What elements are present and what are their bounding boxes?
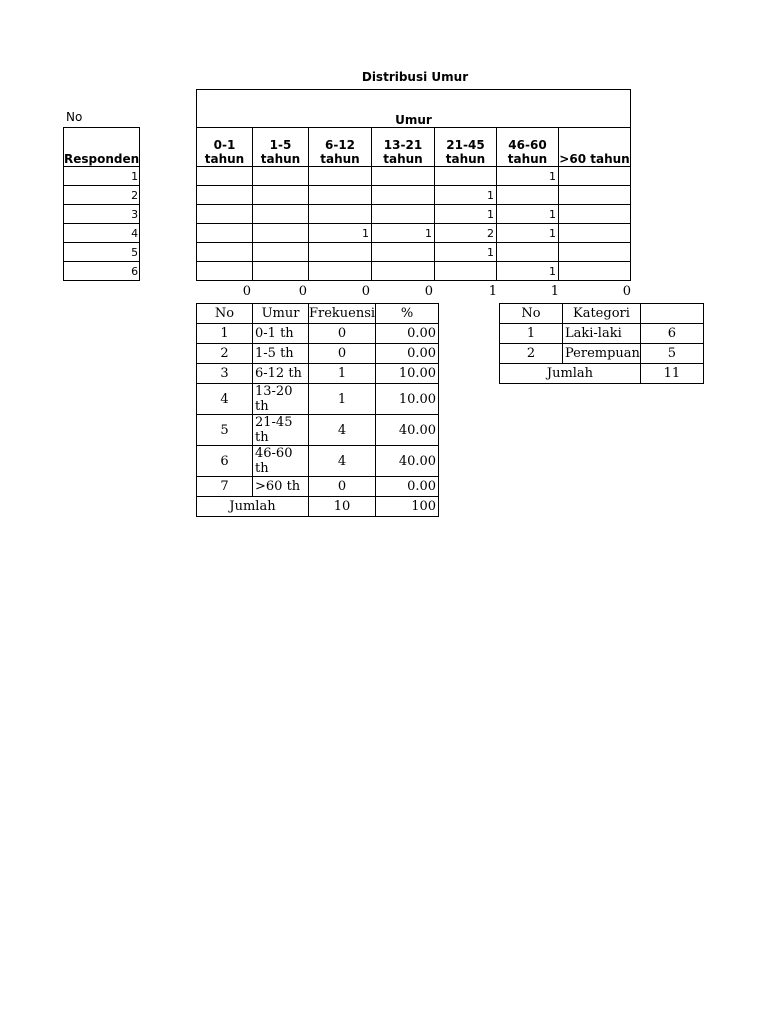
column-totals-row	[196, 284, 633, 299]
age-grid-cell[interactable]: 2	[435, 224, 497, 243]
respondent-cell[interactable]: 3	[64, 205, 140, 224]
age-grid-cell[interactable]	[435, 262, 497, 281]
freq-header-frekuensi: Frekuensi	[309, 304, 376, 324]
freq-no[interactable]: 7	[197, 477, 253, 497]
freq-frekuensi[interactable]: 1	[309, 364, 376, 384]
freq-row	[197, 344, 439, 364]
age-column-header: 1-5 tahun	[253, 128, 309, 167]
freq-umur[interactable]: 1-5 th	[253, 344, 309, 364]
age-grid-cell[interactable]	[559, 262, 631, 281]
freq-percent[interactable]: 0.00	[376, 477, 439, 497]
frequency-body	[197, 324, 439, 497]
age-grid-cell[interactable]: 1	[497, 224, 559, 243]
freq-no[interactable]: 6	[197, 446, 253, 477]
column-total[interactable]: 0	[424, 284, 433, 299]
age-grid-cell[interactable]	[197, 167, 253, 186]
freq-frekuensi[interactable]: 0	[309, 477, 376, 497]
respondent-cell[interactable]: 4	[64, 224, 140, 243]
freq-row	[197, 446, 439, 477]
respondent-cell[interactable]: 2	[64, 186, 140, 205]
freq-frekuensi[interactable]: 1	[309, 384, 376, 415]
freq-percent[interactable]: 0.00	[376, 324, 439, 344]
age-grid-table	[196, 89, 631, 281]
age-column-header: 13-21 tahun	[372, 128, 435, 167]
freq-percent[interactable]: 0.00	[376, 344, 439, 364]
age-grid-cell[interactable]: 1	[497, 167, 559, 186]
age-column-header: 21-45 tahun	[435, 128, 497, 167]
respondent-cell[interactable]: 6	[64, 262, 140, 281]
kat-count[interactable]: 6	[640, 324, 703, 344]
freq-umur[interactable]: >60 th	[253, 477, 309, 497]
age-grid-cell[interactable]	[197, 243, 253, 262]
column-total[interactable]: 0	[242, 284, 251, 299]
freq-umur[interactable]: 6-12 th	[253, 364, 309, 384]
freq-frekuensi[interactable]: 0	[309, 344, 376, 364]
age-grid-cell[interactable]: 1	[435, 243, 497, 262]
frequency-table	[196, 303, 439, 517]
freq-no[interactable]: 1	[197, 324, 253, 344]
age-grid-cell[interactable]	[197, 186, 253, 205]
age-grid-row	[197, 224, 631, 243]
age-grid-cell[interactable]	[197, 262, 253, 281]
kat-header-no: No	[500, 304, 563, 324]
freq-no[interactable]: 2	[197, 344, 253, 364]
freq-umur[interactable]: 13-20 th	[253, 384, 309, 415]
freq-umur[interactable]: 21-45 th	[253, 415, 309, 446]
age-grid-row	[197, 205, 631, 224]
freq-percent[interactable]: 10.00	[376, 364, 439, 384]
age-column-header: 6-12 tahun	[309, 128, 372, 167]
freq-umur[interactable]: 46-60 th	[253, 446, 309, 477]
age-column-header: >60 tahun	[559, 128, 631, 167]
age-grid-cell[interactable]	[309, 262, 372, 281]
freq-percent[interactable]: 40.00	[376, 415, 439, 446]
age-grid-cell[interactable]	[309, 167, 372, 186]
freq-row	[197, 415, 439, 446]
respondent-cell[interactable]: 5	[64, 243, 140, 262]
age-grid-cell[interactable]	[497, 186, 559, 205]
freq-total-frequency[interactable]: 10	[309, 497, 376, 517]
age-grid-cell[interactable]	[435, 167, 497, 186]
age-grid-row	[197, 262, 631, 281]
age-grid-cell[interactable]	[253, 243, 309, 262]
age-grid-cell[interactable]	[559, 224, 631, 243]
age-grid-cell[interactable]	[559, 205, 631, 224]
freq-total-percent[interactable]: 100	[376, 497, 439, 517]
freq-no[interactable]: 3	[197, 364, 253, 384]
freq-row	[197, 324, 439, 344]
age-grid-cell[interactable]	[253, 167, 309, 186]
page-title: Distribusi Umur	[361, 70, 469, 84]
age-grid-cell[interactable]	[253, 205, 309, 224]
age-grid-row	[197, 186, 631, 205]
no-label: No	[66, 110, 83, 124]
freq-header-umur: Umur	[253, 304, 309, 324]
age-grid-cell[interactable]	[253, 224, 309, 243]
age-grid-cell[interactable]	[559, 167, 631, 186]
age-grid-cell[interactable]	[497, 243, 559, 262]
freq-row	[197, 364, 439, 384]
freq-header-no: No	[197, 304, 253, 324]
freq-total-label: Jumlah	[197, 497, 309, 517]
respondent-table	[63, 127, 140, 281]
freq-umur[interactable]: 0-1 th	[253, 324, 309, 344]
age-grid-row	[197, 167, 631, 186]
kat-total-label: Jumlah	[500, 364, 641, 384]
age-grid-cell[interactable]: 1	[497, 205, 559, 224]
age-column-header: 46-60 tahun	[497, 128, 559, 167]
age-grid-cell[interactable]: 1	[435, 186, 497, 205]
column-total[interactable]: 1	[550, 284, 559, 299]
age-column-header: 0-1 tahun	[197, 128, 253, 167]
kat-header-kategori: Kategori	[563, 304, 641, 324]
freq-frekuensi[interactable]: 4	[309, 415, 376, 446]
column-total[interactable]: 0	[361, 284, 370, 299]
age-grid-cell[interactable]	[372, 167, 435, 186]
responden-header: Responden	[64, 128, 140, 167]
age-grid-cell[interactable]	[253, 186, 309, 205]
age-grid-cell[interactable]	[372, 262, 435, 281]
freq-frekuensi[interactable]: 0	[309, 324, 376, 344]
age-grid-cell[interactable]	[309, 205, 372, 224]
kat-header-count	[640, 304, 703, 324]
freq-row	[197, 477, 439, 497]
column-total[interactable]: 0	[622, 284, 631, 299]
age-grid-cell[interactable]: 1	[372, 224, 435, 243]
kat-no[interactable]: 1	[500, 324, 563, 344]
kategori-table	[499, 303, 704, 384]
freq-row	[197, 384, 439, 415]
column-total[interactable]: 1	[488, 284, 497, 299]
age-grid-cell[interactable]	[372, 205, 435, 224]
age-grid-cell[interactable]	[559, 243, 631, 262]
freq-no[interactable]: 4	[197, 384, 253, 415]
kat-total-value[interactable]: 11	[640, 364, 703, 384]
age-grid-cell[interactable]	[309, 243, 372, 262]
kat-no[interactable]: 2	[500, 344, 563, 364]
freq-percent[interactable]: 40.00	[376, 446, 439, 477]
age-grid-cell[interactable]	[197, 205, 253, 224]
age-grid-row	[197, 243, 631, 262]
kat-name[interactable]: Laki-laki	[563, 324, 641, 344]
age-grid-cell[interactable]	[253, 262, 309, 281]
age-grid-cell[interactable]	[372, 186, 435, 205]
age-grid-cell[interactable]	[372, 243, 435, 262]
respondent-cell[interactable]: 1	[64, 167, 140, 186]
freq-header-percent: %	[376, 304, 439, 324]
age-grid-cell[interactable]: 1	[497, 262, 559, 281]
freq-percent[interactable]: 10.00	[376, 384, 439, 415]
kat-name[interactable]: Perempuan	[563, 344, 641, 364]
freq-frekuensi[interactable]: 4	[309, 446, 376, 477]
umur-header: Umur	[197, 90, 631, 128]
age-grid-cell[interactable]	[559, 186, 631, 205]
age-grid-cell[interactable]	[309, 186, 372, 205]
column-total[interactable]: 0	[298, 284, 307, 299]
age-grid-cell[interactable]: 1	[435, 205, 497, 224]
age-grid-cell[interactable]: 1	[309, 224, 372, 243]
kat-count[interactable]: 5	[640, 344, 703, 364]
freq-no[interactable]: 5	[197, 415, 253, 446]
age-grid-cell[interactable]	[197, 224, 253, 243]
age-grid-body	[197, 167, 631, 281]
